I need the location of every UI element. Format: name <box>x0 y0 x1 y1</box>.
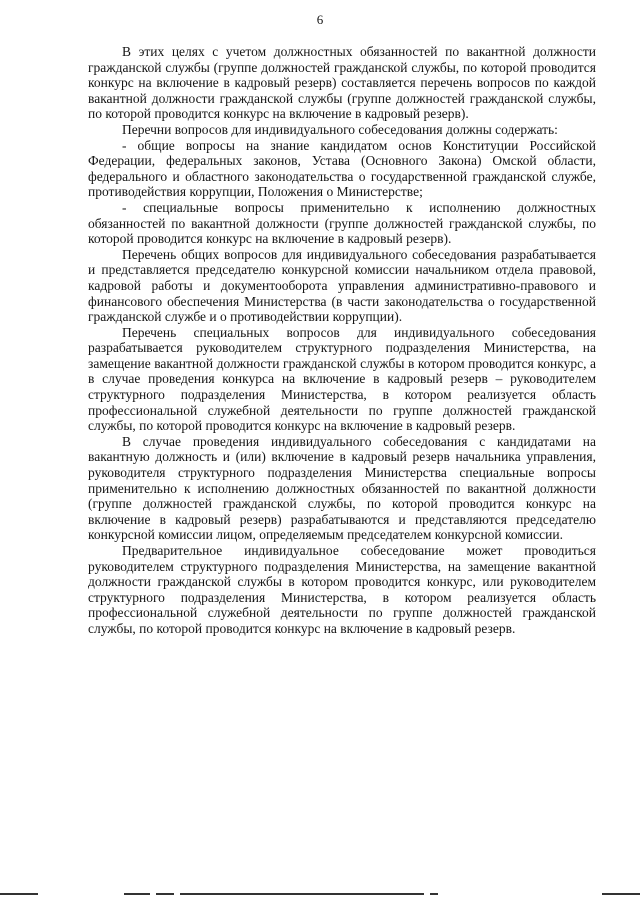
scan-mark <box>156 893 174 895</box>
scan-footer-marks <box>0 893 640 897</box>
scan-mark <box>430 893 438 895</box>
paragraph: Перечень специальных вопросов для индивидуального собеседования разрабатывается руководителем структурного подразделения Министерства, на замещение вакантной должности гражданской службы в котором проводится конкурс, а в случае проведения конкурса на включение в кадровый резерв – руководителем структурного подразделения Министерства, в котором реализуется область профессиональной служебной деятельности по группе должностей гражданской службы, по которой проводится конкурс на включение в кадровый резерв. <box>88 324 596 434</box>
scan-mark <box>124 893 150 895</box>
paragraph: Перечни вопросов для индивидуального собеседования должны содержать: <box>122 121 558 137</box>
paragraph: - специальные вопросы применительно к исполнению должностных обязанностей по вакантной должности (группе должностей гражданской службы, по которой проводится конкурс на включение в кадровый резерв). <box>88 199 596 247</box>
paragraph: В случае проведения индивидуального собеседования с кандидатами на вакантную должность и (или) включение в кадровый резерв начальника управления, руководителя структурного подразделения Министерства специальные вопросы применительно к исполнению должностных обязанностей по вакантной должности (группе должностей гражданской службы, по которой проводится конкурс на включение в кадровый резерв) разрабатываются и представляются председателю конкурсной комиссии лицом, определяемым председателем конкурсной комиссии. <box>88 433 596 543</box>
page-number: 6 <box>316 12 324 27</box>
scan-mark <box>0 893 38 895</box>
paragraph: Перечень общих вопросов для индивидуального собеседования разрабатывается и представляется председателю конкурсной комиссии начальником отдела правовой, кадровой работы и документооборота управления административно-правового и финансового обеспечения Министерства (в части законодательства о государственной гражданской службе и о противодействии коррупции). <box>88 246 596 325</box>
scan-mark <box>602 893 640 895</box>
paragraph: - общие вопросы на знание кандидатом основ Конституции Российской Федерации, федеральных законов, Устава (Основного Закона) Омской области, федерального и областного законодательства о государственной гражданской службе, противодействия коррупции, Положения о Министерстве; <box>88 137 596 200</box>
paragraph: В этих целях с учетом должностных обязанностей по вакантной должности гражданской службы (группе должностей гражданской службы, по которой проводится конкурс на включение в кадровый резерв) составляется перечень вопросов по каждой вакантной должности гражданской службы (группе должностей гражданской службы, по которой проводится конкурс на включение в кадровый резерв). <box>88 44 596 122</box>
paragraph: Предварительное индивидуальное собеседование может проводиться руководителем структурного подразделения Министерства, на замещение вакантной должности гражданской службы в котором проводится конкурс, или руководителем структурного подразделения Министерства, в котором реализуется область профессиональной служебной деятельности по группе должностей гражданской службы, по которой проводится конкурс на включение в кадровый резерв. <box>88 543 596 636</box>
scan-mark <box>180 893 424 895</box>
document-body <box>88 44 596 637</box>
